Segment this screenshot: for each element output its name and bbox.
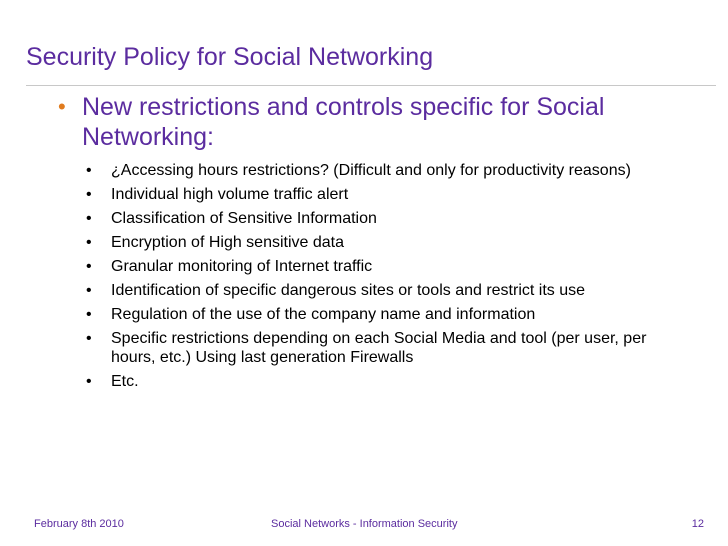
list-item: [86, 281, 676, 300]
list-item-text: Specific restrictions depending on each Social Media and tool (per user, per hours, etc.) Using last generation Firewalls: [111, 330, 647, 366]
title-divider: [26, 85, 716, 86]
footer-date: February 8th 2010: [34, 518, 124, 530]
bullet-icon: •: [86, 258, 92, 275]
page-number: 12: [691, 518, 704, 530]
list-item-text: Individual high volume traffic alert: [111, 186, 349, 203]
list-item: [86, 161, 676, 180]
slide-title: Security Policy for Social Networking: [26, 43, 434, 71]
list-item: [86, 209, 676, 228]
list-item: [86, 305, 676, 324]
list-item: [86, 372, 676, 391]
list-item: [86, 233, 676, 252]
bullet-icon: •: [86, 234, 92, 251]
list-item: [86, 185, 676, 204]
sub-bullet-list: [86, 161, 676, 396]
list-item-text: Regulation of the use of the company name and information: [111, 306, 536, 323]
list-item-text: Granular monitoring of Internet traffic: [111, 258, 373, 275]
list-item: [86, 329, 676, 367]
bullet-marker-icon: •: [58, 94, 66, 119]
bullet-icon: •: [86, 306, 92, 323]
list-item-text: Encryption of High sensitive data: [111, 234, 345, 251]
bullet-icon: •: [86, 162, 92, 179]
list-item-text: ¿Accessing hours restrictions? (Difficult and only for productivity reasons): [111, 162, 631, 179]
bullet-icon: •: [86, 210, 92, 227]
bullet-icon: •: [86, 186, 92, 203]
bullet-icon: •: [86, 330, 92, 347]
list-item-text: Etc.: [111, 373, 139, 390]
list-item-text: Identification of specific dangerous sites or tools and restrict its use: [111, 282, 586, 299]
list-item-text: Classification of Sensitive Information: [111, 210, 377, 227]
main-bullet-text: New restrictions and controls specific for Social Networking:: [82, 93, 605, 151]
footer-title: Social Networks - Information Security: [271, 518, 458, 530]
list-item: [86, 257, 676, 276]
bullet-icon: •: [86, 282, 92, 299]
main-bullet: [58, 92, 698, 152]
bullet-icon: •: [86, 373, 92, 390]
